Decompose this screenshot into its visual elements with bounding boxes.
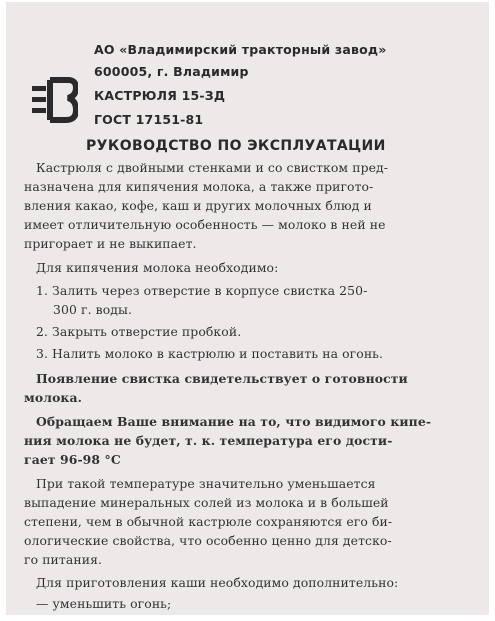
standard-code: ГОСТ 17151-81 [94,112,204,127]
attention-note: Обращаем Ваше внимание на то, что видимого кипе- [36,414,432,429]
intro-line: назначена для кипячения молока, а также пригото- [24,179,374,194]
intro-line: имеет отличительную особенность — молоко в ней не [24,217,386,232]
minerals-note: го питания. [24,552,103,567]
whistle-note: Появление свистка свидетельствует о готовности [36,371,408,386]
step-item: 3. Налить молоко в кастрюлю и поставить на огонь. [36,346,384,361]
step-item: 300 г. воды. [53,302,133,317]
minerals-note: При такой температуре значительно уменьшается [36,476,376,491]
minerals-note: ологические свойства, что особенно ценно для детско- [24,533,392,548]
minerals-note: выпадение минеральных солей из молока и в большей [24,495,389,510]
steps-heading: Для кипячения молока необходимо: [36,260,279,275]
attention-note: гает 96-98 °С [24,452,121,467]
whistle-note: молока. [24,390,83,405]
instruction-sheet [6,2,491,615]
step-item: 1. Залить через отверстие в корпусе свистка 250- [36,283,368,298]
attention-note: ния молока не будет, т. к. температура его дости- [24,433,393,448]
minerals-note: степени, чем в обычной кастрюле сохраняются его би- [24,514,393,529]
porridge-item: — уменьшить огонь; [36,596,172,611]
company-address: 600005, г. Владимир [94,64,249,79]
step-item: 2. Закрыть отверстие пробкой. [36,324,242,339]
intro-line: вления какао, кофе, каш и других молочных блюд и [24,198,372,213]
company-name: АО «Владимирский тракторный завод» [94,42,387,57]
scan-edge [489,0,495,621]
intro-line: пригорает и не выкипает. [24,236,197,251]
porridge-heading: Для приготовления каши необходимо дополнительно: [36,575,399,590]
product-name: КАСТРЮЛЯ 15-ЗД [94,88,226,103]
factory-logo-icon [30,74,78,126]
document-title: РУКОВОДСТВО ПО ЭКСПЛУАТАЦИИ [86,138,386,154]
intro-line: Кастрюля с двойными стенками и со свистком пред- [36,160,389,175]
